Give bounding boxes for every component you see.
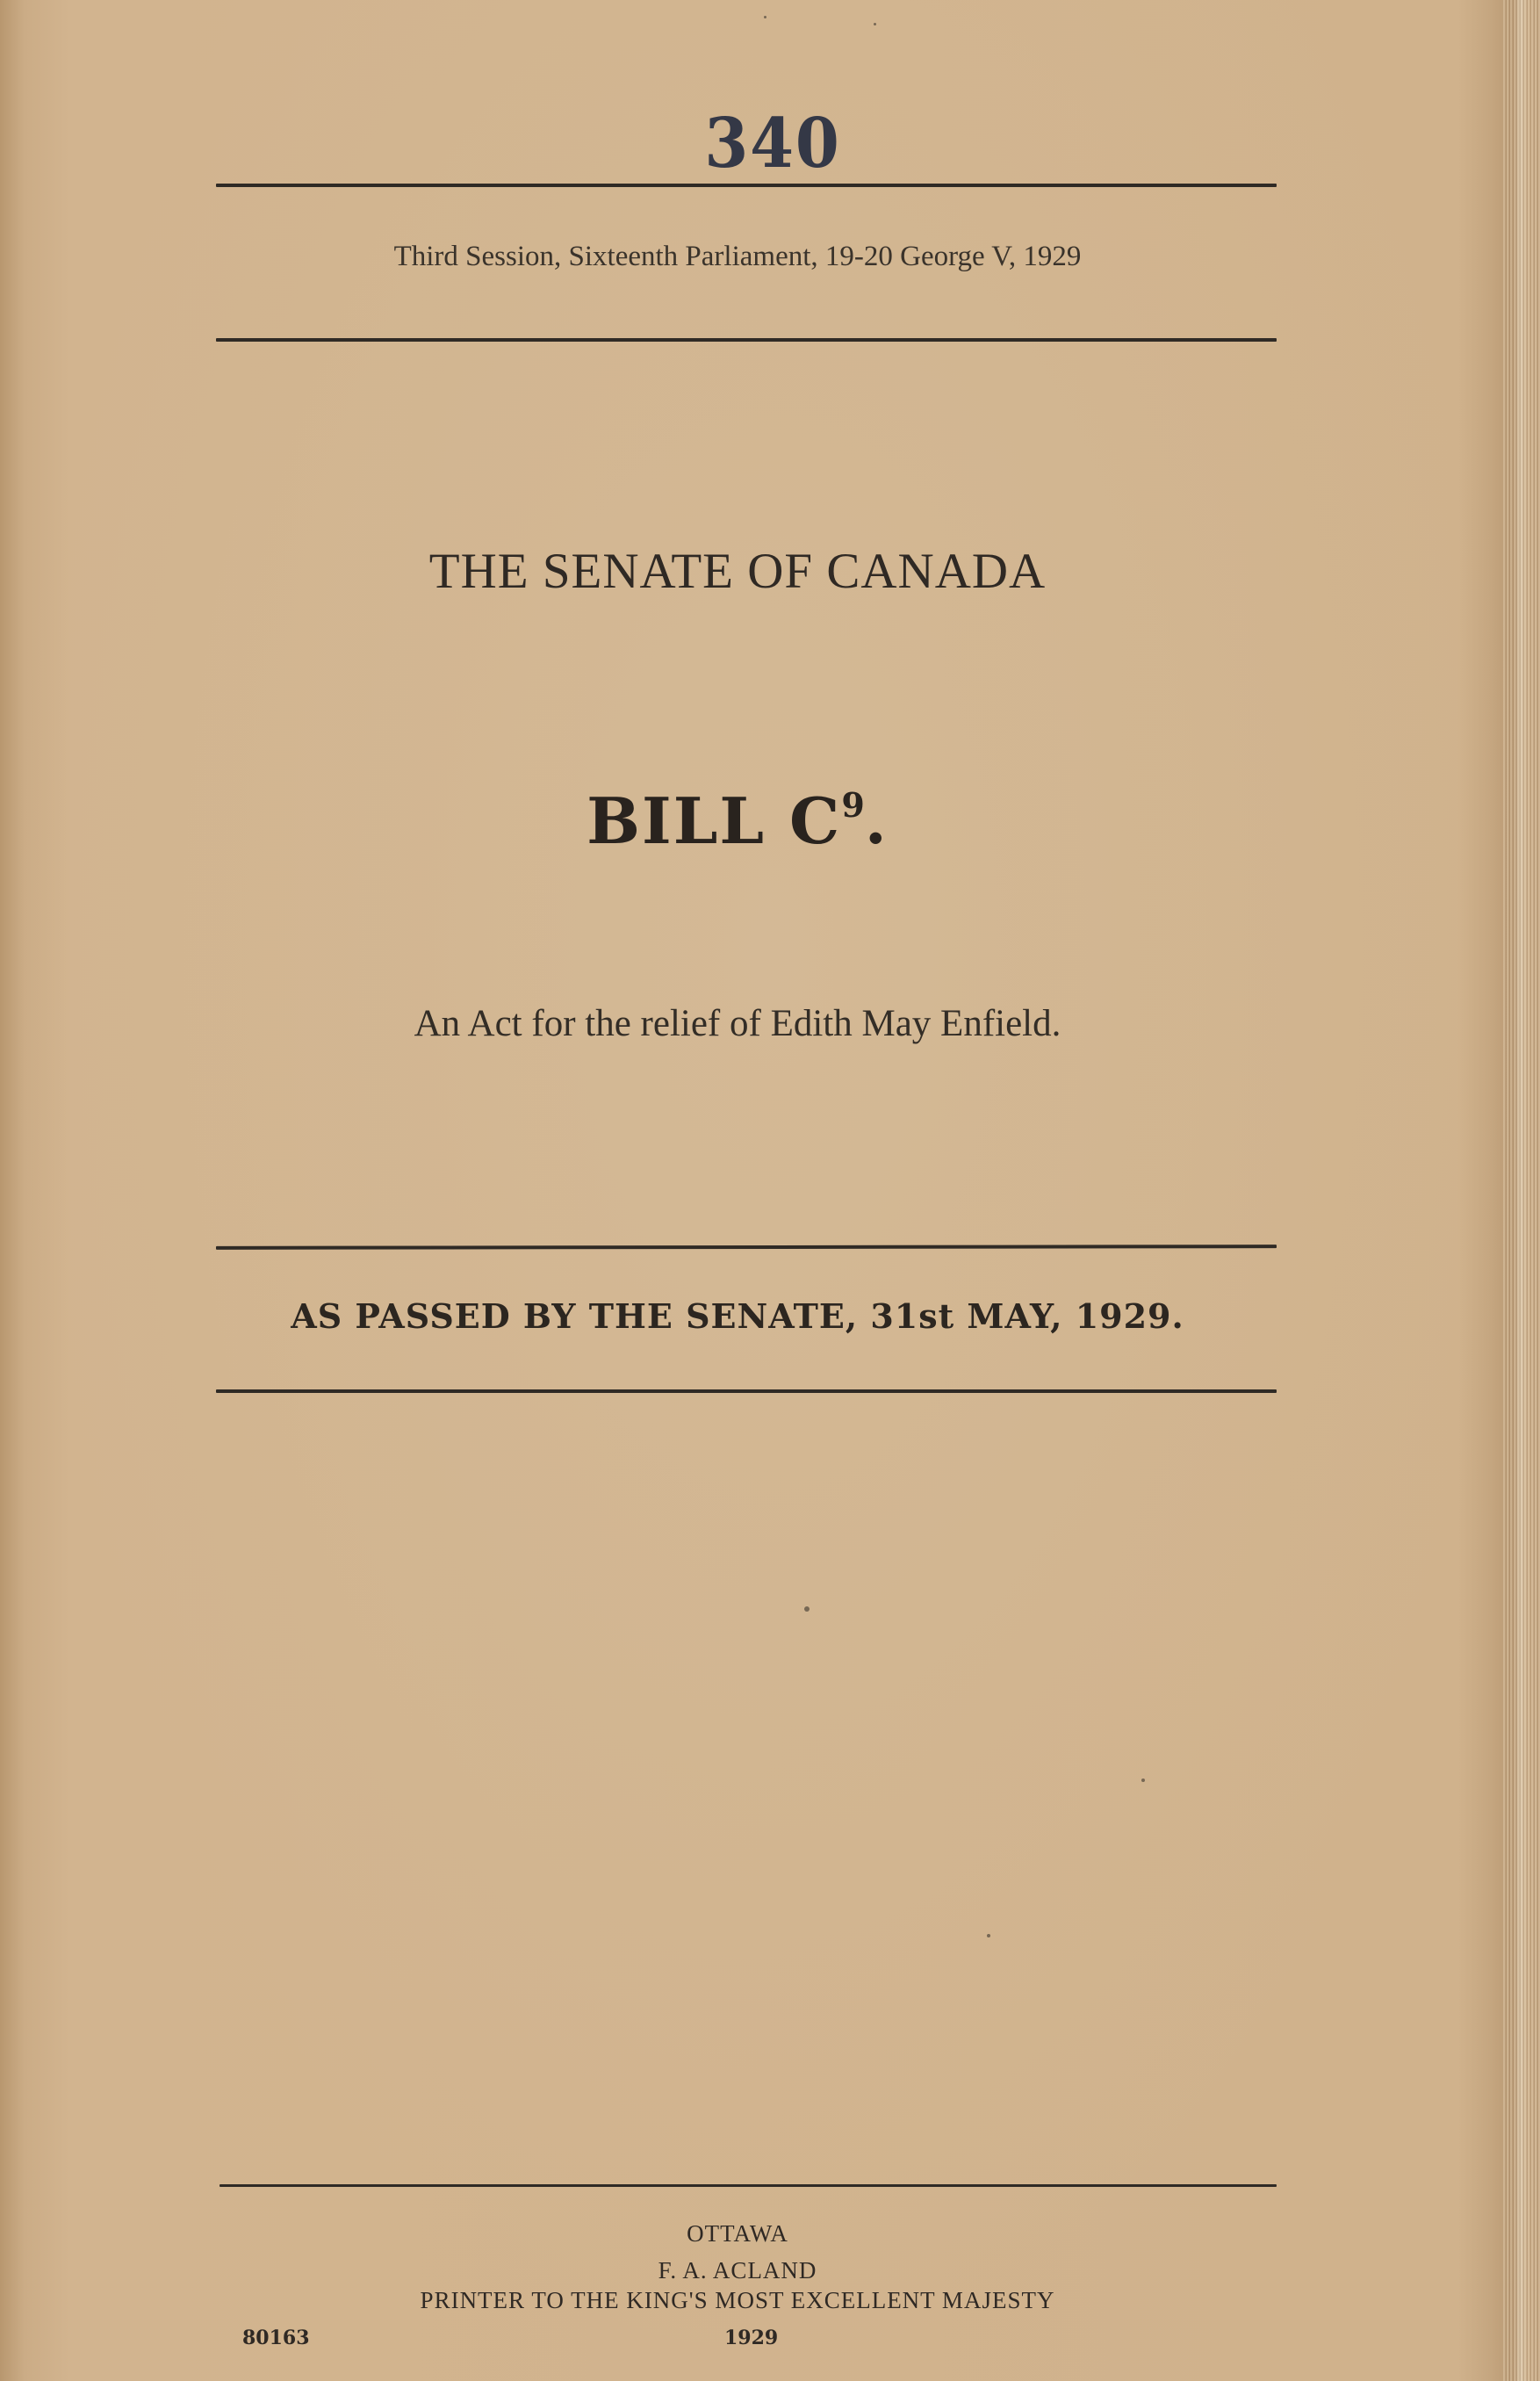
bill-number	[0, 783, 1475, 858]
bill-suffix: .	[864, 783, 889, 858]
paper-speck	[764, 16, 766, 18]
stamp-number: 340	[704, 104, 841, 184]
passed-line: AS PASSED BY THE SENATE, 31st MAY, 1929.	[291, 1296, 1184, 1336]
paper-speck	[804, 1606, 810, 1612]
imprint-printer-title: PRINTER TO THE KING'S MOST EXCELLENT MAJESTY	[420, 2287, 1055, 2313]
passed-top-rule	[216, 1245, 1277, 1250]
bill-label: BILL C	[586, 783, 842, 858]
paper-speck	[1141, 1779, 1145, 1782]
imprint-printer-name: F. A. ACLAND	[658, 2257, 817, 2284]
page-stack-edge	[1503, 0, 1540, 2381]
senate-heading: THE SENATE OF CANADA	[428, 544, 1047, 599]
document-number: 80163	[242, 2327, 310, 2349]
top-rule	[216, 184, 1277, 187]
imprint-city: OTTAWA	[687, 2220, 788, 2247]
passed-bottom-rule	[216, 1389, 1277, 1393]
imprint-year: 1929	[724, 2327, 779, 2349]
paper-speck	[987, 1934, 990, 1937]
paper-speck	[874, 23, 876, 25]
session-rule	[216, 338, 1277, 342]
bill-superscript: 9	[841, 785, 865, 825]
imprint-rule	[219, 2184, 1277, 2187]
act-title: An Act for the relief of Edith May Enfield.	[414, 1003, 1061, 1044]
session-line: Third Session, Sixteenth Parliament, 19-20 George V, 1929	[393, 241, 1082, 272]
